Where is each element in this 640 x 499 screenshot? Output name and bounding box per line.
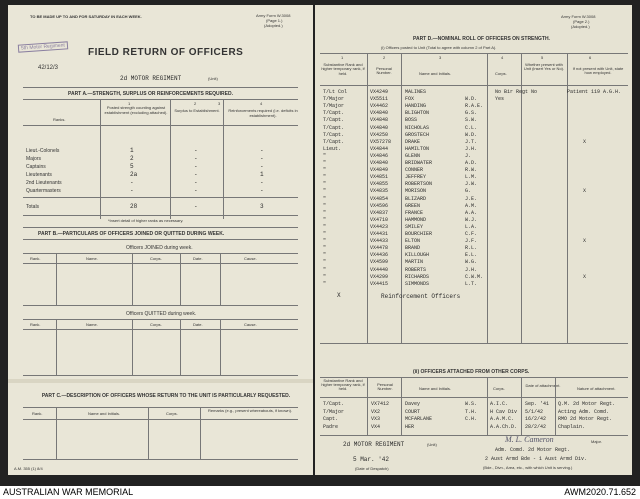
rank-reinf: 1 <box>260 171 264 178</box>
attached-date: Sep. '41 <box>525 401 550 407</box>
officer-number: VX4299 <box>370 273 389 280</box>
officer-number: VX4840 <box>370 124 389 131</box>
officer-initials: A.A. <box>465 209 478 216</box>
officer-initials: G.S. <box>465 110 478 117</box>
officer-rank: " <box>323 174 327 181</box>
part-a-header-surplus: Surplus to Establishment. <box>174 108 220 113</box>
officer-number: VX5511 <box>370 96 389 103</box>
officer-rank: " <box>323 181 327 188</box>
col-num-3: 3 <box>439 55 442 60</box>
officer-name: ROBERTS <box>405 266 427 273</box>
attached-title: (ii) OFFICERS ATTACHED FROM OTHER CORPS. <box>413 369 530 375</box>
attached-nature: Chaplain. <box>558 423 586 430</box>
officer-name: BLIZARD <box>405 195 427 202</box>
part-a-col-3: 3 <box>218 101 221 106</box>
joined-header-name: Name. <box>86 256 98 261</box>
reinforcement-label: Reinforcement Officers <box>381 293 461 300</box>
col-num-2: 2 <box>383 55 386 60</box>
officer-initials: L.M. <box>465 174 478 181</box>
officer-name: BRIDWATER <box>405 160 433 166</box>
officer-name: GLENN <box>405 152 421 159</box>
attached-header-corps: Corps. <box>493 386 505 391</box>
quitted-header-corps: Corps. <box>150 322 162 327</box>
officer-number: VX4854 <box>370 195 389 202</box>
rank-reinf: - <box>260 155 264 162</box>
rank-label: Lieutenants <box>26 172 52 178</box>
officer-number: VX4710 <box>370 216 389 223</box>
officer-employed: X <box>583 138 587 145</box>
joined-header-cause: Cause. <box>244 256 257 261</box>
officer-name: BOURCHIER <box>405 231 433 237</box>
officer-rank: " <box>323 167 327 174</box>
attached-initials: C.H. <box>465 416 478 422</box>
part-c-header-corps: Corps. <box>166 411 178 416</box>
attached-number: VX3 <box>371 416 381 422</box>
unit-label: (Unit) <box>208 76 218 81</box>
rank-surplus: - <box>194 163 198 170</box>
officer-rank: T/Capt. <box>323 138 345 145</box>
reinforcement-mark: X <box>337 292 341 299</box>
rank-posted: 2 <box>130 155 134 162</box>
officer-number: VX4855 <box>370 181 389 188</box>
officer-present: Yes <box>495 96 505 103</box>
officer-initials: W.D. <box>465 131 478 138</box>
officer-name: NICHOLAS <box>405 124 430 131</box>
footer-source: AUSTRALIAN WAR MEMORIAL <box>3 487 134 497</box>
officer-number: VX4849 <box>370 167 389 174</box>
officer-initials: J.H. <box>465 145 478 152</box>
unit-typed: 2d MOTOR REGIMENT <box>120 75 182 82</box>
officer-name: BLIGHTON <box>405 110 430 117</box>
rank-surplus: - <box>194 171 198 178</box>
officer-rank: " <box>323 231 327 237</box>
right-page <box>315 5 632 475</box>
rank-label: Quartermasters <box>26 188 61 194</box>
unit-typed-2: 2d MOTOR REGIMENT <box>343 441 405 448</box>
attached-number: VX7412 <box>371 401 390 407</box>
officer-initials: R.A.E. <box>465 103 484 110</box>
attached-number: VX2 <box>371 408 381 415</box>
officer-rank: T/Capt. <box>323 131 345 138</box>
attached-name: HER <box>405 423 415 430</box>
officer-rank: " <box>323 223 327 230</box>
rank-surplus: - <box>194 147 198 154</box>
officer-name: SMILEY <box>405 223 424 230</box>
officer-number: VX4423 <box>370 223 389 230</box>
attached-header-name: Name and Initials. <box>419 386 452 391</box>
officer-number: VX4250 <box>370 131 389 138</box>
attached-name: MCFARLANE <box>405 416 433 422</box>
army-form-number: Army Form W.3008 <box>256 13 291 18</box>
officer-initials: A.D. <box>465 160 478 166</box>
officer-name: GROSTECH <box>405 131 430 138</box>
officer-initials: R.L. <box>465 245 478 252</box>
header-number: Personal Number. <box>376 66 392 76</box>
quitted-header-name: Name. <box>86 322 98 327</box>
rank-surplus: - <box>194 179 198 186</box>
header-corps: Corps. <box>495 71 507 76</box>
rank-posted: - <box>130 187 134 194</box>
attached-date: 28/2/42 <box>525 423 547 430</box>
officer-initials: C.W.M. <box>465 273 484 280</box>
rank-label: 2nd Lieutenants <box>26 180 62 186</box>
col-num-4: 4 <box>501 55 504 60</box>
officer-number: VX4249 <box>370 89 389 95</box>
regiment-stamp: 5th Motor Regiment <box>18 41 68 52</box>
officer-number: VX4844 <box>370 145 389 152</box>
attached-name: Davey <box>405 401 421 407</box>
header-rank: Substantive Rank and higher temporary rank, if held. <box>321 62 365 76</box>
officer-number: VX4848 <box>370 117 389 124</box>
officer-rank: " <box>323 259 327 266</box>
part-a-col-2: 2 <box>194 101 197 106</box>
officer-rank: T/Major <box>323 103 345 110</box>
officer-rank: " <box>323 280 327 287</box>
officer-initials: G. <box>465 188 472 195</box>
officer-name: FRANCE <box>405 209 424 216</box>
officer-name: GREEN <box>405 202 421 209</box>
col-num-1: 1 <box>341 55 344 60</box>
officer-rank: " <box>323 195 327 202</box>
signature: M. L. Cameron <box>505 435 554 444</box>
signature-rank: Major. <box>591 439 602 444</box>
officer-number: VX4596 <box>370 202 389 209</box>
attached-initials: T.H. <box>465 408 478 415</box>
part-c-header-rank: Rank. <box>32 411 43 416</box>
officer-rank: Lieut. <box>323 145 342 152</box>
officer-number: VX4599 <box>370 259 389 266</box>
officer-number: VX4462 <box>370 103 389 110</box>
part-d-title: PART D.—NOMINAL ROLL OF OFFICERS ON STRENGTH. <box>413 36 550 42</box>
officer-number: VX57278 <box>370 138 392 145</box>
totals-posted: 28 <box>130 203 138 210</box>
officer-rank: " <box>323 252 327 259</box>
officer-rank: " <box>323 152 327 159</box>
rank-label: Majors <box>26 156 42 162</box>
rank-posted: 5 <box>130 163 134 170</box>
quitted-title: Officers QUITTED during week. <box>126 311 197 317</box>
officer-name: BRAND <box>405 245 421 252</box>
officer-rank: " <box>323 273 327 280</box>
adopted-label: (Adopted.) <box>264 23 283 28</box>
despatch-date-label: (Date of Despatch) <box>355 466 389 471</box>
rank-reinf: - <box>260 147 264 154</box>
officer-number: VX4431 <box>370 231 389 237</box>
rank-reinf: - <box>260 163 264 170</box>
officer-name: JEFFREY <box>405 174 427 181</box>
officer-initials: A.M. <box>465 202 478 209</box>
attached-nature: Acting Adm. Comd. <box>558 408 610 415</box>
totals-label: Totals <box>26 204 40 210</box>
joined-header-date: Date. <box>193 256 203 261</box>
officer-initials: E.L. <box>465 252 478 259</box>
officer-name: HAMILTON <box>405 145 430 152</box>
print-code: A.M. 355 (1) 8/4 <box>14 466 43 471</box>
officer-number: VX4415 <box>370 280 389 287</box>
footnote: *Insert detail of higher ranks as necessary. <box>108 218 184 223</box>
officer-name: BOSS <box>405 117 418 124</box>
officer-initials: J.E. <box>465 195 478 202</box>
footer-bar <box>0 486 640 499</box>
signature-title: Adm. Comd. 2d Motor Regt. <box>495 447 571 453</box>
page-label: (Page 1.) <box>266 18 283 23</box>
part-a-col-1: 1 <box>128 101 131 106</box>
rank-posted: 1 <box>130 147 134 154</box>
header-employed: If not present with Unit, state how employed. <box>572 66 624 76</box>
attached-rank: Padre <box>323 423 339 430</box>
officer-initials: J.F. <box>465 238 478 245</box>
attached-nature: Q.M. 2d Motor Regt. <box>558 401 616 407</box>
attached-header-rank: Substantive Rank and higher temporary rank, if held. <box>321 378 365 392</box>
officer-number: VX4433 <box>370 238 389 245</box>
officer-rank: " <box>323 209 327 216</box>
rank-reinf: - <box>260 187 264 194</box>
officer-name: CONNER <box>405 167 424 174</box>
attached-corps: H Cav Div <box>490 408 518 415</box>
officer-number: VX4840 <box>370 160 389 166</box>
part-c-title: PART C.—DESCRIPTION OF OFFICERS WHOSE RETURN TO THE UNIT IS PARTICULARLY REQUESTED. <box>41 393 291 399</box>
part-a-header-posted: Posted strength counting against establishment (excluding attached). <box>104 105 168 115</box>
officer-initials: J. <box>465 152 472 159</box>
joined-header-rank: Rank. <box>30 256 41 261</box>
army-form-number-2: Army Form W.3008 <box>561 14 596 19</box>
part-d-subtitle: (i) Officers posted to Unit (Total to agree with column 2 of Part A). <box>381 45 497 50</box>
officer-number: VX4478 <box>370 245 389 252</box>
officer-number: VX4837 <box>370 209 389 216</box>
quitted-header-cause: Cause. <box>244 322 257 327</box>
attached-date: 5/1/42 <box>525 408 544 415</box>
attached-rank: T/Major <box>323 408 345 415</box>
part-b-title: PART B.—PARTICULARS OF OFFICERS JOINED OR QUITTED DURING WEEK. <box>38 231 225 237</box>
quitted-header-rank: Rank. <box>30 322 41 327</box>
officer-employed: X <box>583 238 587 245</box>
officer-initials: W.D. <box>465 96 478 103</box>
attached-date: 16/2/42 <box>525 416 547 422</box>
officer-rank: " <box>323 266 327 273</box>
officer-rank: T/Capt. <box>323 124 345 131</box>
officer-name: ELTON <box>405 238 421 245</box>
part-a-header-reinf: Reinforcements required (i.e. deficits in establishment). <box>228 108 298 118</box>
officer-initials: L.A. <box>465 223 478 230</box>
officer-number: VX4835 <box>370 188 389 195</box>
officer-rank: " <box>323 188 327 195</box>
top-note: TO BE MADE UP TO AND FOR SATURDAY IN EACH WEEK. <box>30 14 142 19</box>
officer-name: MORISON <box>405 188 427 195</box>
officer-number: VX4440 <box>370 266 389 273</box>
rank-label: Lieut.-Colonels <box>26 148 60 154</box>
rank-surplus: - <box>194 155 198 162</box>
rank-posted: - <box>130 179 134 186</box>
officer-rank: " <box>323 202 327 209</box>
officer-employed: Patient 119 A.G.H. <box>567 89 622 95</box>
joined-title: Officers JOINED during week. <box>126 245 193 251</box>
officer-name: DRAKE <box>405 138 421 145</box>
attached-number: VX4 <box>371 423 381 430</box>
officer-name: KILLOUGH <box>405 252 430 259</box>
part-a-header-ranks: Ranks. <box>53 117 66 122</box>
header-present: Whether present with Unit (insert Yes or No). <box>523 62 565 72</box>
officer-number: VX4846 <box>370 152 389 159</box>
officer-initials: J.T. <box>465 138 478 145</box>
officer-initials: J.H. <box>465 266 478 273</box>
rank-label: Captains <box>26 164 46 170</box>
page-label-2: (Page 2.) <box>573 19 590 24</box>
officer-rank: T/Major <box>323 96 345 103</box>
formation-label: (Bde., Divn., Area, etc., with which Unit is serving.) <box>483 465 573 470</box>
quitted-header-date: Date. <box>193 322 203 327</box>
officer-name: MARTIN <box>405 259 424 266</box>
formation-typed: 2 Aust Armd Bde - 1 Aust Armd Div. <box>485 456 588 462</box>
officer-initials: C.L. <box>465 124 478 131</box>
officer-rank: T/Capt. <box>323 110 345 117</box>
officer-number: VX4840 <box>370 110 389 117</box>
unit-label-2: (Unit) <box>427 442 437 447</box>
rank-posted: 2a <box>130 171 138 178</box>
officer-initials: J.W. <box>465 181 478 188</box>
attached-name: COURT <box>405 408 421 415</box>
rank-reinf: - <box>260 179 264 186</box>
attached-header-number: Personal Number. <box>377 382 393 392</box>
officer-rank: T/Lt Col <box>323 89 348 95</box>
officer-initials: L.T. <box>465 280 478 287</box>
officer-employed: X <box>583 188 587 195</box>
col-num-6: 6 <box>589 55 592 60</box>
officer-initials: W.J. <box>465 216 478 223</box>
part-c-header-remarks: Remarks (e.g., present whereabouts, if known). <box>208 408 293 413</box>
officer-name: RICHARDS <box>405 273 430 280</box>
attached-corps: A.A.Ch.D. <box>490 423 518 430</box>
attached-corps: A.A.M.C. <box>490 416 515 422</box>
form-title: FIELD RETURN OF OFFICERS <box>88 47 244 58</box>
officer-rank: " <box>323 238 327 245</box>
officer-name: SIMMONDS <box>405 280 430 287</box>
part-a-title: PART A.—STRENGTH, SURPLUS OR REINFORCEMENTS REQUIRED. <box>68 91 234 97</box>
attached-header-date: Date of attachment. <box>525 383 561 388</box>
officer-name: HAMMOND <box>405 216 427 223</box>
part-c-header-name: Name and Initials. <box>88 411 121 416</box>
officer-name: HANDING <box>405 103 427 110</box>
col-num-5: 5 <box>541 55 544 60</box>
attached-rank: Capt. <box>323 416 339 422</box>
joined-header-corps: Corps. <box>150 256 162 261</box>
despatch-date: 5 Mar. '42 <box>353 456 390 463</box>
officer-rank: " <box>323 216 327 223</box>
attached-corps: A.I.C. <box>490 401 509 407</box>
officer-number: VX4436 <box>370 252 389 259</box>
officer-rank: T/Capt. <box>323 117 345 124</box>
officer-employed: X <box>583 273 587 280</box>
officer-rank: " <box>323 160 327 166</box>
part-a-col-4: 4 <box>260 101 263 106</box>
officer-initials: S.W. <box>465 117 478 124</box>
officer-present: No Bir Regt No <box>495 89 538 95</box>
attached-header-nature: Nature of attachment. <box>577 386 616 391</box>
page-fold <box>8 379 313 383</box>
ref-number: 42/12/3 <box>38 65 59 71</box>
officer-initials: W.G. <box>465 259 478 266</box>
officer-number: VX4851 <box>370 174 389 181</box>
attached-initials: W.S. <box>465 401 478 407</box>
officer-name: ROBERTSON <box>405 181 433 188</box>
attached-rank: T/Capt. <box>323 401 345 407</box>
officer-name: FOX <box>405 96 415 103</box>
officer-rank: " <box>323 245 327 252</box>
officer-initials: C.F. <box>465 231 478 237</box>
adopted-label-2: (Adopted.) <box>571 24 590 29</box>
totals-surplus: - <box>194 203 198 210</box>
totals-reinf: 3 <box>260 203 264 210</box>
officer-name: MALINES <box>405 89 427 95</box>
attached-nature: RMO 2d Motor Regt. <box>558 416 613 422</box>
rank-surplus: - <box>194 187 198 194</box>
header-name: Name and Initials. <box>419 71 452 76</box>
officer-initials: R.W. <box>465 167 478 174</box>
footer-accession: AWM2020.71.652 <box>564 487 636 497</box>
left-page <box>8 5 313 475</box>
